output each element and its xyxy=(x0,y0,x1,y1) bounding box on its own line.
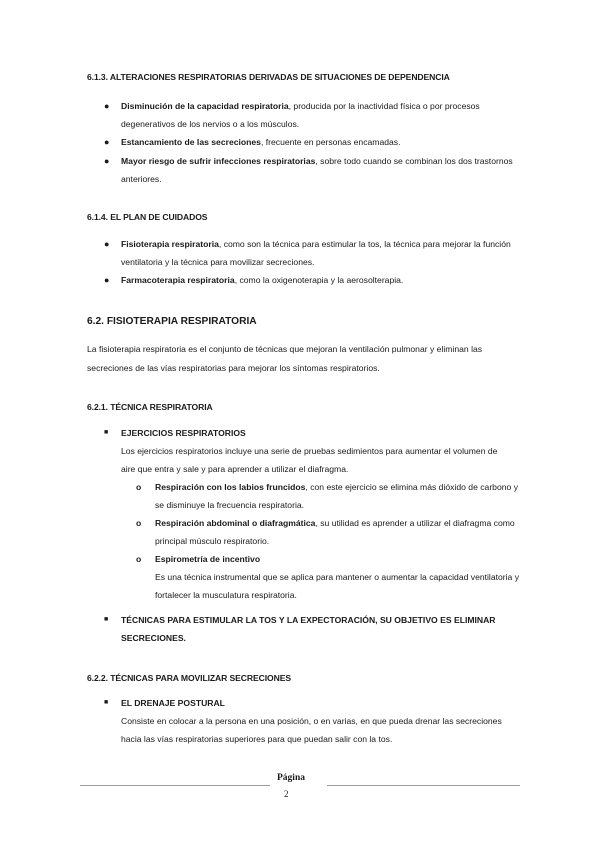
bullet-drenaje-postural: ■ EL DRENAJE POSTURAL Consiste en colocar a la persona en una posición, o en varias, en que pueda drenar las secreciones hacia las vías respiratorias superiores para que puedan salir con la tos. xyxy=(104,694,514,748)
bullet-tecnicas-tos: ■ TÉCNICAS PARA ESTIMULAR LA TOS Y LA EXPECTORACIÓN, SU OBJETIVO ES ELIMINAR SECRECIONES. xyxy=(104,611,514,647)
bullet-dot-icon: ● xyxy=(104,239,110,249)
bullet-riesgo-infecciones: ● Mayor riesgo de sufrir infecciones respiratorias, sobre todo cuando se combinan los dos trastornos anteriores. xyxy=(104,152,514,188)
circle-bullet-icon: o xyxy=(136,554,142,564)
square-bullet-icon: ■ xyxy=(104,616,109,623)
circle-bullet-icon: o xyxy=(136,482,142,492)
intro-paragraph: La fisioterapia respiratoria es el conjunto de técnicas que mejoran la ventilación pulmonar y eliminan las secreciones de las vías respiratorias para mejorar los síntomas respiratorios. xyxy=(87,344,483,373)
bullet-ejercicios-respiratorios: ■ EJERCICIOS RESPIRATORIOS Los ejercicios respiratorios incluye una serie de pruebas sedimientos para aumentar el volumen de aire que entra y sale y para aprender a utilizar el diafragma. xyxy=(104,424,514,478)
footer-divider-right xyxy=(327,785,520,786)
bullet-dot-icon: ● xyxy=(104,156,110,166)
subitem-labios-fruncidos: o Respiración con los labios fruncidos, con este ejercicio se elimina más dióxido de carbono y se disminuye la frecuencia respiratoria. xyxy=(136,478,521,514)
square-bullet-icon: ■ xyxy=(104,429,109,436)
heading-6-2: 6.2. FISIOTERAPIA RESPIRATORIA xyxy=(87,316,257,327)
footer-divider-left xyxy=(80,785,270,786)
square-bullet-icon: ■ xyxy=(104,699,109,706)
circle-bullet-icon: o xyxy=(136,518,142,528)
bullet-capacidad-respiratoria: ● Disminución de la capacidad respiratoria, producida por la inactividad física o por procesos degenerativos de los nervios o a los músculos. xyxy=(104,97,514,133)
subitem-respiracion-abdominal: o Respiración abdominal o diafragmática, su utilidad es aprender a utilizar el diafragma como principal músculo respiratorio. xyxy=(136,514,521,550)
bullet-estancamiento-secreciones: ● Estancamiento de las secreciones, frecuente en personas encamadas. xyxy=(104,133,514,151)
bullet-dot-icon: ● xyxy=(104,275,110,285)
bullet-fisioterapia-respiratoria: ● Fisioterapia respiratoria, como son la técnica para estimular la tos, la técnica para mejorar la función ventilatoria y la técnica para movilizar secreciones. xyxy=(104,235,514,271)
heading-6-1-4: 6.1.4. EL PLAN DE CUIDADOS xyxy=(87,212,208,222)
subitem-espirometria-incentivo: o Espirometría de incentivo Es una técnica instrumental que se aplica para mantener o aumentar la capacidad ventilatoria y fortalecer la musculatura respiratoria. xyxy=(136,550,521,604)
heading-6-1-3: 6.1.3. ALTERACIONES RESPIRATORIAS DERIVADAS DE SITUACIONES DE DEPENDENCIA xyxy=(87,72,450,82)
heading-6-2-1: 6.2.1. TÉCNICA RESPIRATORIA xyxy=(87,402,213,412)
bullet-farmacoterapia-respiratoria: ● Farmacoterapia respiratoria, como la oxigenoterapia y la aerosolterapia. xyxy=(104,271,514,289)
bullet-dot-icon: ● xyxy=(104,101,110,111)
footer-page-number: 2 xyxy=(284,789,289,799)
bullet-dot-icon: ● xyxy=(104,137,110,147)
heading-6-2-2: 6.2.2. TÉCNICAS PARA MOVILIZAR SECRECIONES xyxy=(87,673,291,683)
footer-page-label: Página xyxy=(277,773,305,783)
